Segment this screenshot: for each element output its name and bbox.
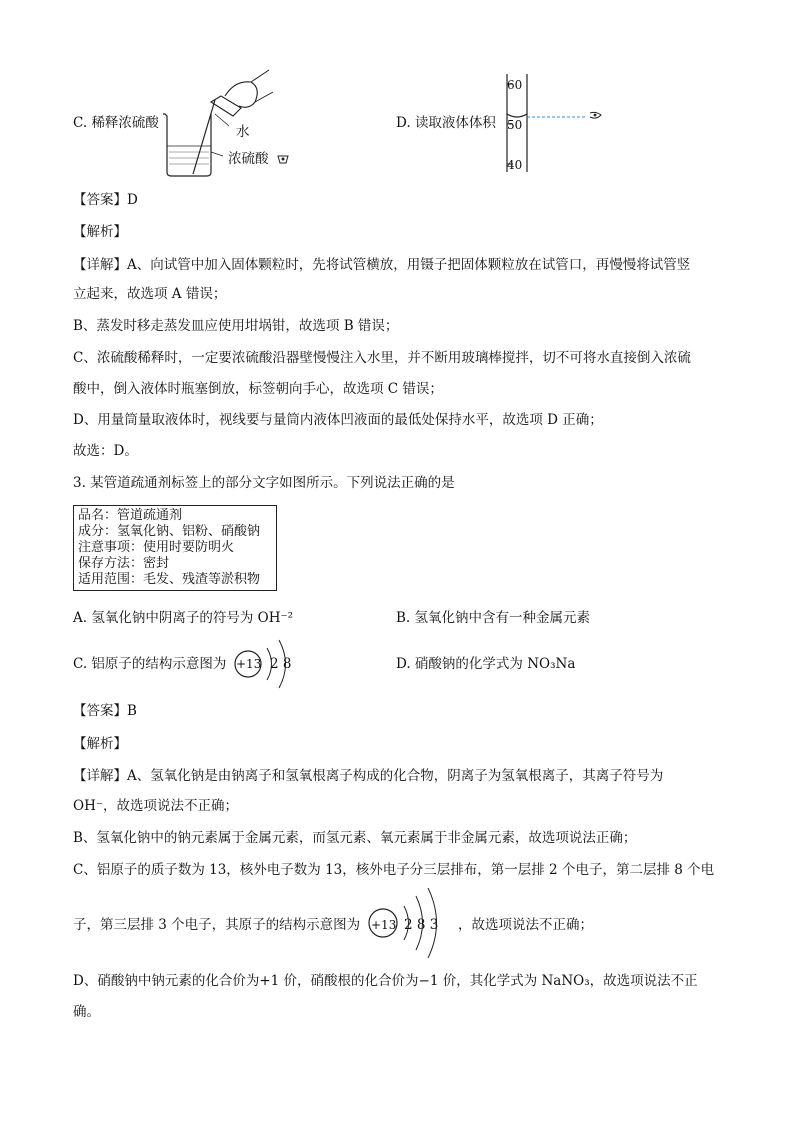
label-line: 成分：氢氧化钠、铝粉、硝酸钠 [78,524,261,539]
q2-option-d-prefix: D. [396,115,411,131]
q3-detail-a2: OH⁻，故选项说法不正确； [73,798,238,814]
q3-detail-b: B、氢氧化钠中的钠元素属于金属元素，而氢元素、氧元素属于非金属元素，故选项说法正确； [73,830,637,846]
q3-detail-a1: 【详解】A、氢氧化钠是由钠离子和氢氧根离子构成的化合物，阴离子为氢氧根离子，其离子符号为 [73,768,664,784]
q3-option-d: D. 硝酸钠的化学式为 NO₃Na [396,656,576,672]
eye-icon [277,153,289,165]
fig-label-water: 水 [236,124,250,140]
q3-option-a: A. 氢氧化钠中阴离子的符号为 OH⁻² [73,610,294,626]
q3-option-b: B. 氢氧化钠中含有一种金属元素 [396,610,591,626]
q3-option-c-shells: 2 8 [270,656,292,672]
q3-option-c-nucleus: +13 [236,657,262,671]
q3-detail-c2-nucleus: +13 [371,918,397,932]
q2-option-c-prefix: C. [73,115,88,131]
q2-detail-d: D、用量筒量取液体时，视线要与量筒内液体凹液面的最低处保持水平，故选项 D 正确； [73,412,603,428]
q3-detail-c2-pre: 子，第三层排 3 个电子，其原子的结构示意图为 [73,917,361,933]
q2-option-c-text: 稀释浓硫酸 [91,115,159,131]
fig-label-acid: 浓硫酸 [228,151,269,167]
scale-40: 40 [507,158,523,172]
q2-analysis-heading: 【解析】 [73,224,127,240]
scale-50: 50 [507,118,523,132]
q2-answer: 【答案】D [73,192,138,208]
q2-option-c [73,113,159,133]
q2-detail-c1: C、浓硫酸稀释时，一定要浓硫酸沿器壁慢慢注入水里，并不断用玻璃棒搅拌，切不可将水直接倒入浓硫 [73,350,691,366]
label-line: 注意事项：使用时要防明火 [78,540,235,555]
q2-detail-c2: 酸中，倒入液体时瓶塞倒放，标签朝向手心，故选项 C 错误； [73,381,443,397]
q2-detail-b: B、蒸发时移走蒸发皿应使用坩埚钳，故选项 B 错误； [73,318,399,334]
q2-detail-line1: 【详解】A、向试管中加入固体颗粒时，先将试管横放，用镊子把固体颗粒放在试管口，再慢慢将试管竖 [73,257,691,273]
product-label-box [73,505,277,591]
label-line: 适用范围：毛发、残渣等淤积物 [78,572,261,587]
q2-conclusion: 故选：D。 [73,443,138,459]
q2-detail-line2: 立起来，故选项 A 错误； [73,286,227,302]
q3-detail-c2-post: ，故选项说法不正确； [458,917,593,933]
q3-analysis-heading: 【解析】 [73,736,127,752]
q2-option-d-text: 读取液体体积 [414,115,496,131]
q3-answer: 【答案】B [73,703,137,719]
label-line: 保存方法：密封 [78,556,170,571]
label-line: 品名：管道疏通剂 [78,508,183,523]
q2-option-d [396,113,496,133]
q3-stem: 3. 某管道疏通剂标签上的部分文字如图所示。下列说法正确的是 [73,475,455,491]
q3-detail-d1: D、硝酸钠中钠元素的化合价为+1 价，硝酸根的化合价为−1 价，其化学式为 NaNO₃，故选项说法不正 [73,973,698,989]
q3-detail-d2: 确。 [73,1004,100,1020]
scale-60: 60 [507,78,523,92]
q3-detail-c1: C、铝原子的质子数为 13，核外电子数为 13，核外电子分三层排布，第一层排 2 个电子，第二层排 8 个电 [73,862,715,878]
q3-option-c: C. 铝原子的结构示意图为 [73,656,227,672]
q3-detail-c2-shells: 2 8 3 [404,917,439,933]
